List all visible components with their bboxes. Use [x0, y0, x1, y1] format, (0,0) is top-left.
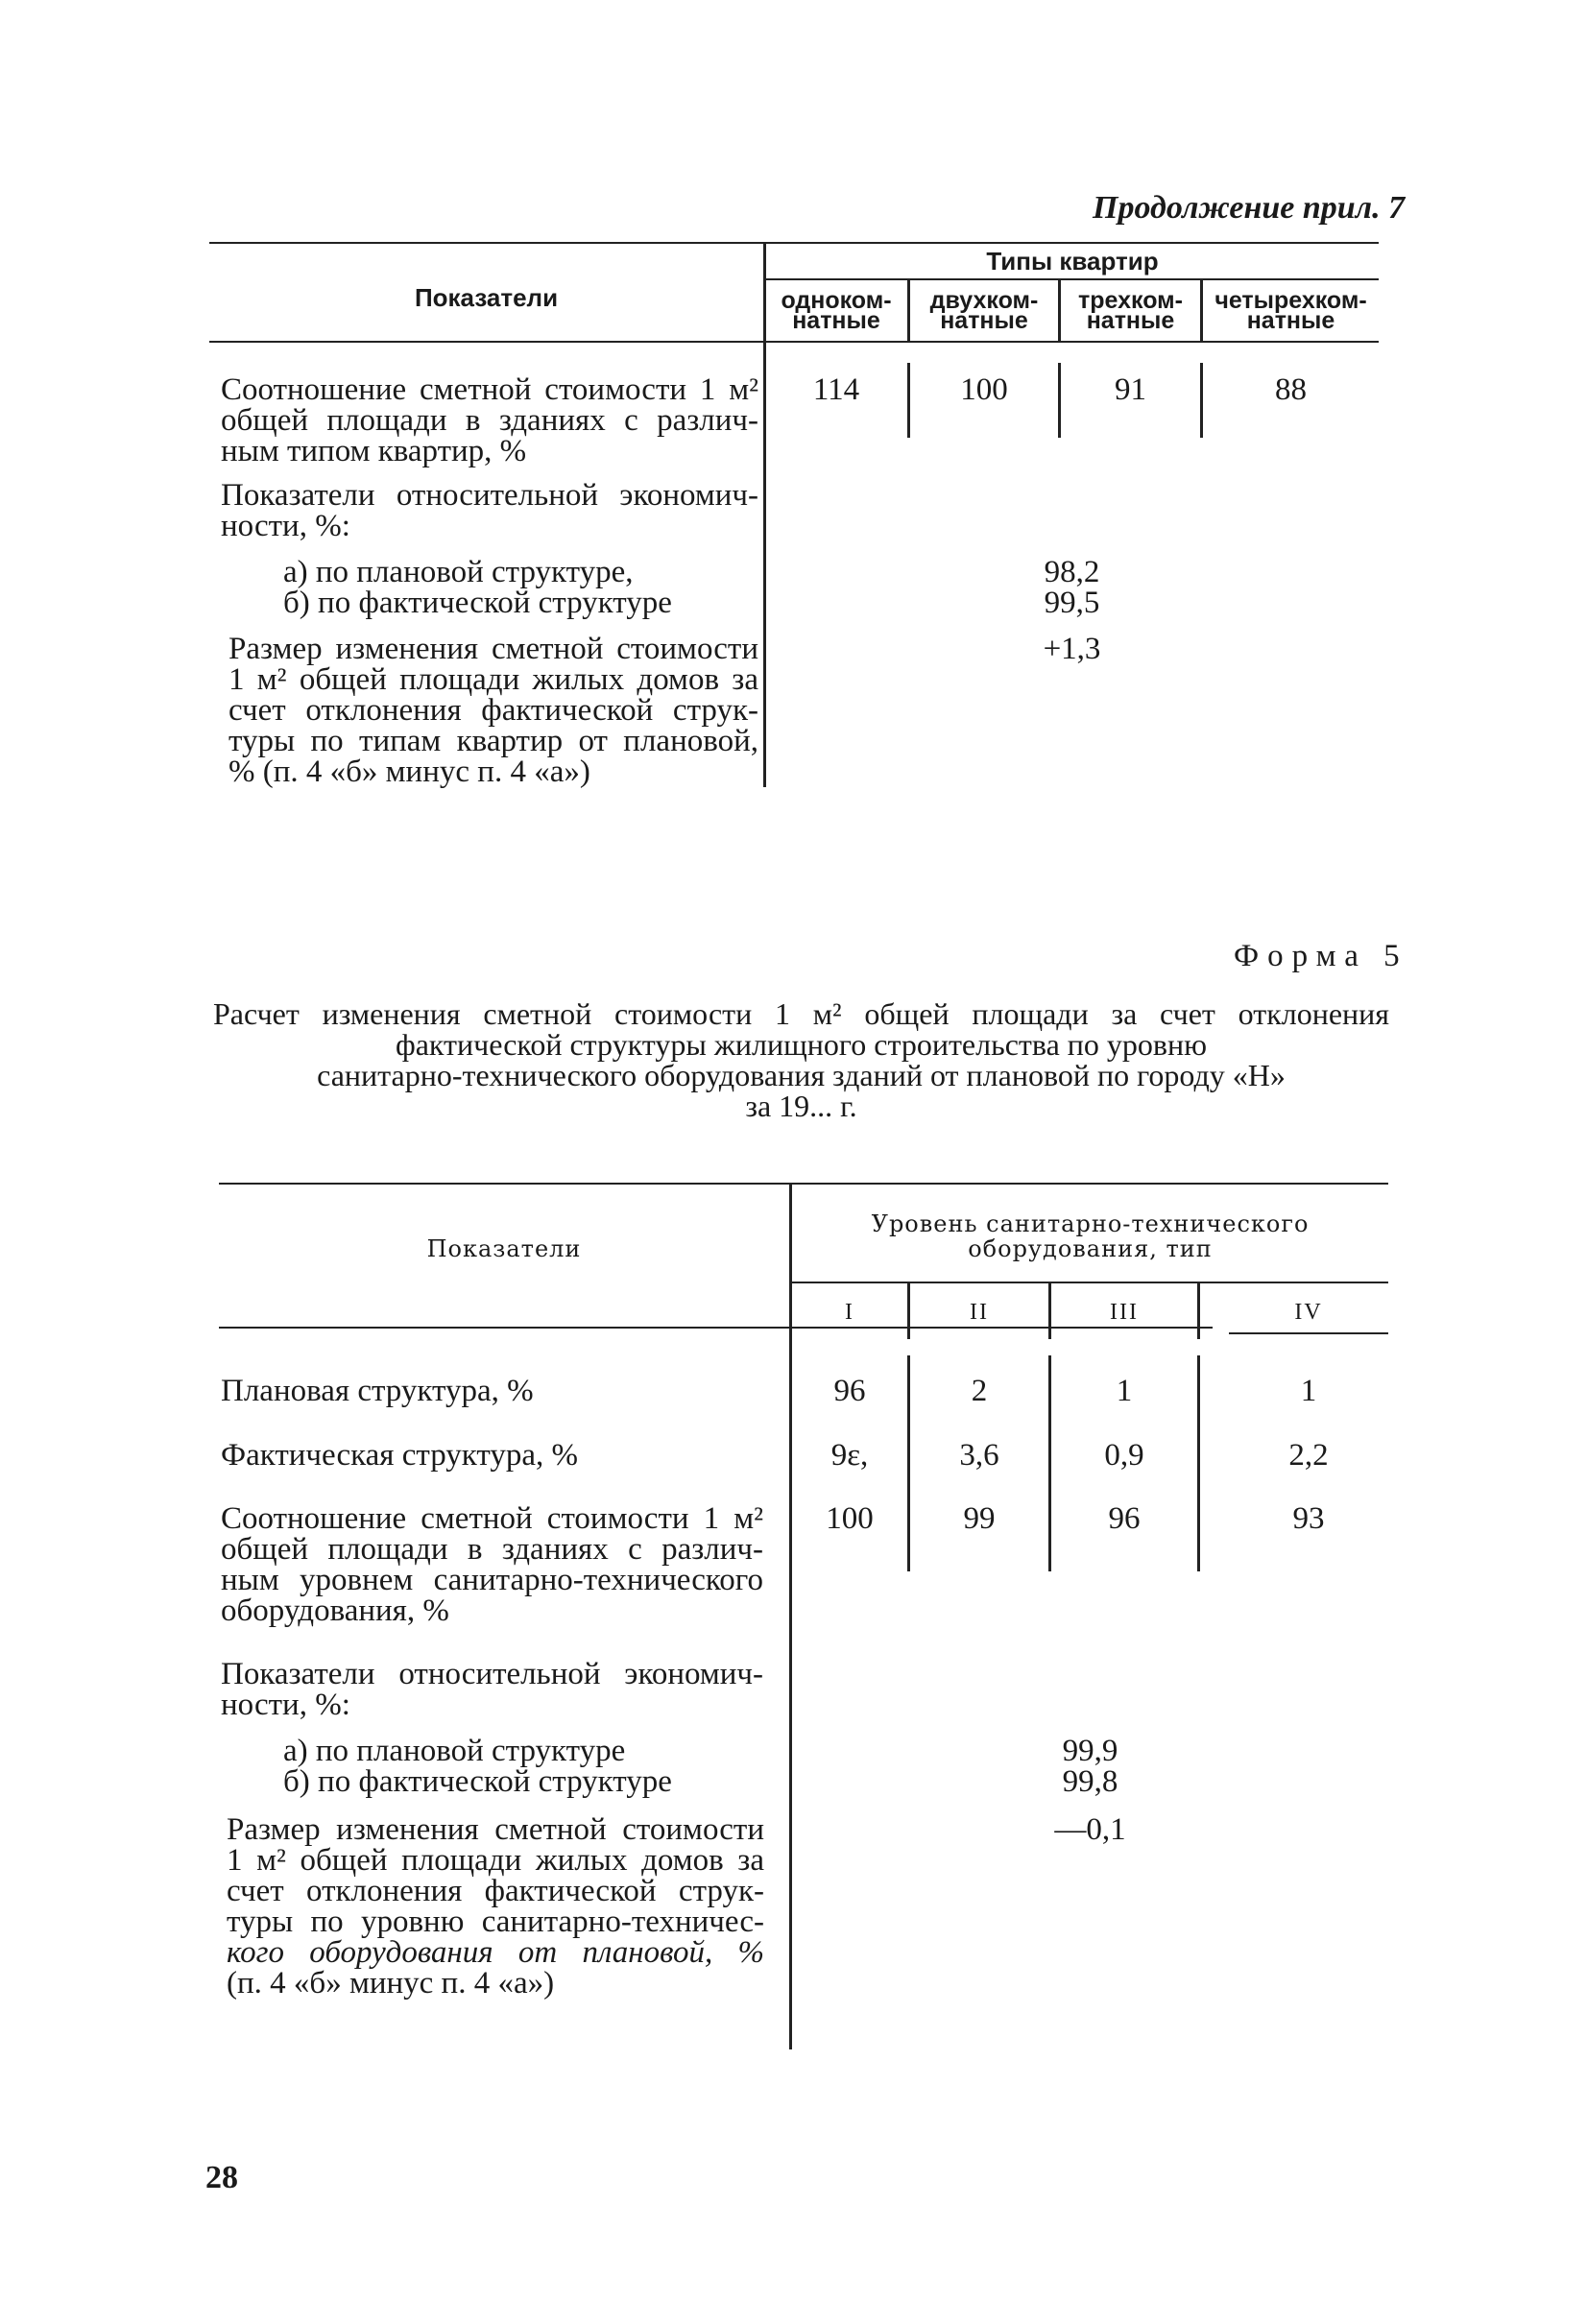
table-2-row-4b-value: 99,8 [1062, 1764, 1118, 1799]
table-2-row-2-value-1: 9ε, [830, 1438, 869, 1473]
table-2-column-header-4: IV [1294, 1300, 1323, 1325]
table-2-column-header-3: III [1110, 1300, 1139, 1325]
table-2-row-3-label: Соотношение сметной стоимости 1 м² общей площади в зданиях с различ- ным уровнем санитарно-технического оборудования, % [221, 1501, 763, 1628]
table-1-column-header-1: одноком- натные [781, 287, 892, 334]
table-2-row-divider-3 [1197, 1355, 1200, 1571]
table-1-row-1-value-2: 100 [960, 372, 1008, 407]
table-2-row-1-value-3: 1 [1116, 1374, 1133, 1408]
table-1-column-header-4: четырехком- натные [1214, 287, 1367, 334]
table-2-row-2-value-4: 2,2 [1288, 1438, 1329, 1473]
table-1-header-group: Типы квартир [986, 247, 1159, 276]
table-2-row-1-label: Плановая структура, % [221, 1374, 534, 1408]
table-1-row-3-label: Размер изменения сметной стоимости 1 м² общей площади жилых домов за счет отклонения фактической струк- туры по типам квартир от плановой, % (п. 4 «б» минус п. 4 «а») [228, 632, 758, 789]
table-1-row-2-label: Показатели относительной экономич- ности, %: [221, 478, 758, 543]
table-2-row-2-value-2: 3,6 [959, 1438, 999, 1473]
page-number: 28 [205, 2160, 238, 2195]
table-1-row-1-value-1: 114 [812, 372, 860, 407]
table-2-row-3-value-1: 100 [826, 1501, 874, 1536]
running-head: Продолжение прил. 7 [1093, 190, 1406, 226]
table-1-header-rule [209, 341, 1379, 343]
table-2-row-1-value-4: 1 [1300, 1374, 1317, 1408]
table-1-column-header-3: трехком- натные [1078, 287, 1183, 334]
table-2-column-header-1: I [845, 1300, 854, 1325]
table-1-row-1-value-4: 88 [1275, 372, 1307, 407]
table-2-top-rule [219, 1183, 1388, 1185]
form-title: Расчет изменения сметной стоимости 1 м² общей площади за счет отклонения фактической структуры жилищного строительства по уровню санитарно-технического оборудования зданий от плановой по городу «Н» за 19... г. [213, 996, 1389, 1123]
table-1-row-2b-value: 99,5 [1044, 586, 1100, 620]
table-2-header-group: Уровень санитарно-технического оборудования, тип [871, 1210, 1310, 1262]
table-2-row-5-label: Размер изменения сметной стоимости 1 м² общей площади жилых домов за счет отклонения фактической струк- туры по уровню санитарно-техничес- кого оборудования от плановой, % (п. 4 «б» минус п. 4 «а») [227, 1812, 764, 2001]
table-2-header-rule-left [219, 1327, 1213, 1329]
table-1-group-rule [764, 278, 1379, 280]
table-1-header-indicator: Показатели [414, 283, 559, 312]
table-1-row-1-label: Соотношение сметной стоимости 1 м² общей площади в зданиях с различ- ным типом квартир, % [221, 372, 758, 468]
table-2-row-1-value-1: 96 [833, 1374, 866, 1408]
table-2-row-4b-label: б) по фактической структуре [283, 1764, 672, 1799]
table-2-row-2-value-3: 0,9 [1104, 1438, 1144, 1473]
table-2-header-indicator: Показатели [426, 1235, 582, 1262]
table-2-row-3-value-3: 96 [1108, 1501, 1141, 1536]
table-1-row-3-value: +1,3 [1043, 632, 1101, 666]
table-1-row-2a-label: а) по плановой структуре, [283, 555, 634, 589]
table-1-row-1-value-3: 91 [1115, 372, 1146, 407]
table-1-top-rule [209, 242, 1379, 244]
table-2-row-4-label: Показатели относительной экономич- ности, %: [221, 1657, 763, 1722]
table-2-group-rule [792, 1282, 1388, 1283]
table-1-column-header-2: двухком- натные [929, 287, 1039, 334]
form-label: Форма 5 [1234, 939, 1408, 973]
table-2-row-2-label: Фактическая структура, % [221, 1438, 578, 1473]
table-2-divider-3 [1197, 1282, 1200, 1339]
table-1-row-2b-label: б) по фактической структуре [283, 586, 672, 620]
table-2-row-3-value-2: 99 [963, 1501, 996, 1536]
table-2-column-header-2: II [970, 1300, 989, 1325]
table-2-header-rule-right [1229, 1332, 1388, 1334]
table-2-row-4a-value: 99,9 [1062, 1734, 1118, 1768]
table-2-row-5-value: —0,1 [1054, 1812, 1126, 1847]
table-2-row-4a-label: а) по плановой структуре [283, 1734, 626, 1768]
table-2-row-3-value-4: 93 [1292, 1501, 1325, 1536]
table-2-row-1-value-2: 2 [971, 1374, 988, 1408]
table-1-row-2a-value: 98,2 [1044, 555, 1100, 589]
